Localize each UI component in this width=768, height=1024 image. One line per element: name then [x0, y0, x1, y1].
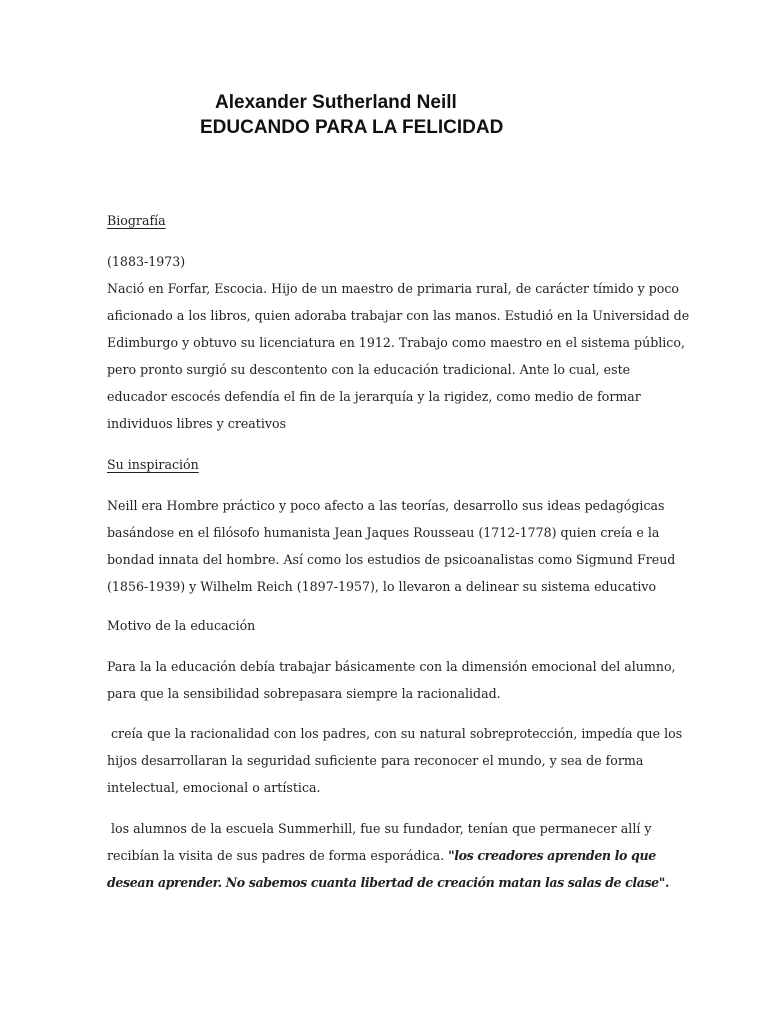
inspiracion-section	[107, 456, 667, 474]
text-line: aficionado a los libros, quien adoraba trabajar con las manos. Estudió en la Universidad de	[107, 308, 690, 323]
text-line: pero pronto surgió su descontento con la educación tradicional. Ante lo cual, este	[107, 362, 631, 377]
motivo-heading: Motivo de la educación	[107, 618, 256, 633]
motivo-paragraph-3	[107, 815, 667, 896]
text-line: Nació en Forfar, Escocia. Hijo de un maestro de primaria rural, de carácter tímido y poco	[107, 281, 680, 296]
author-name: Alexander Sutherland Neill	[215, 92, 457, 113]
biografia-section	[107, 212, 667, 230]
document-title: EDUCANDO PARA LA FELICIDAD	[200, 117, 504, 138]
quote-text: desean aprender. No sabemos cuanta libertad de creación matan las salas de clase".	[107, 875, 669, 890]
text-line: Neill era Hombre práctico y poco afecto a las teorías, desarrollo sus ideas pedagógicas	[107, 498, 665, 513]
text-line: para que la sensibilidad sobrepasara siempre la racionalidad.	[107, 686, 501, 701]
paragraph	[107, 720, 683, 801]
paragraph	[107, 815, 667, 896]
motivo-paragraph-2	[107, 720, 683, 801]
biografia-body	[107, 248, 690, 437]
biografia-paragraph	[107, 248, 690, 437]
text-line: hijos desarrollaran la seguridad suficiente para reconocer el mundo, y sea de forma	[107, 753, 644, 768]
text-line: intelectual, emocional o artística.	[107, 780, 321, 795]
text-line: individuos libres y creativos	[107, 416, 287, 431]
inspiracion-heading: Su inspiración	[107, 457, 199, 472]
text-line: (1856-1939) y Wilhelm Reich (1897-1957), lo llevaron a delinear su sistema educativo	[107, 579, 657, 594]
text-line: educador escocés defendía el fin de la jerarquía y la rigidez, como medio de formar	[107, 389, 641, 404]
motivo-paragraph-1	[107, 653, 676, 707]
inspiracion-paragraph	[107, 492, 676, 600]
text-line: creía que la racionalidad con los padres, con su natural sobreprotección, impedía que los	[107, 726, 683, 741]
motivo-section	[107, 617, 667, 635]
biografia-dates: (1883-1973)	[107, 254, 186, 269]
text-segment: recibían la visita de sus padres de forma esporádica.	[107, 848, 449, 863]
text-line: bondad innata del hombre. Así como los estudios de psicoanalistas como Sigmund Freud	[107, 552, 676, 567]
text-line: los alumnos de la escuela Summerhill, fue su fundador, tenían que permanecer allí y	[107, 821, 652, 836]
text-line: Para la la educación debía trabajar básicamente con la dimensión emocional del alumno,	[107, 659, 676, 674]
text-line	[107, 842, 667, 869]
text-line: Edimburgo y obtuvo su licenciatura en 1912. Trabajo como maestro en el sistema público,	[107, 335, 685, 350]
inspiracion-body	[107, 492, 676, 600]
quote-text: "los creadores aprenden lo que	[448, 848, 656, 863]
biografia-heading: Biografía	[107, 213, 166, 228]
paragraph	[107, 653, 676, 707]
text-line: basándose en el filósofo humanista Jean Jaques Rousseau (1712-1778) quien creía e la	[107, 525, 660, 540]
